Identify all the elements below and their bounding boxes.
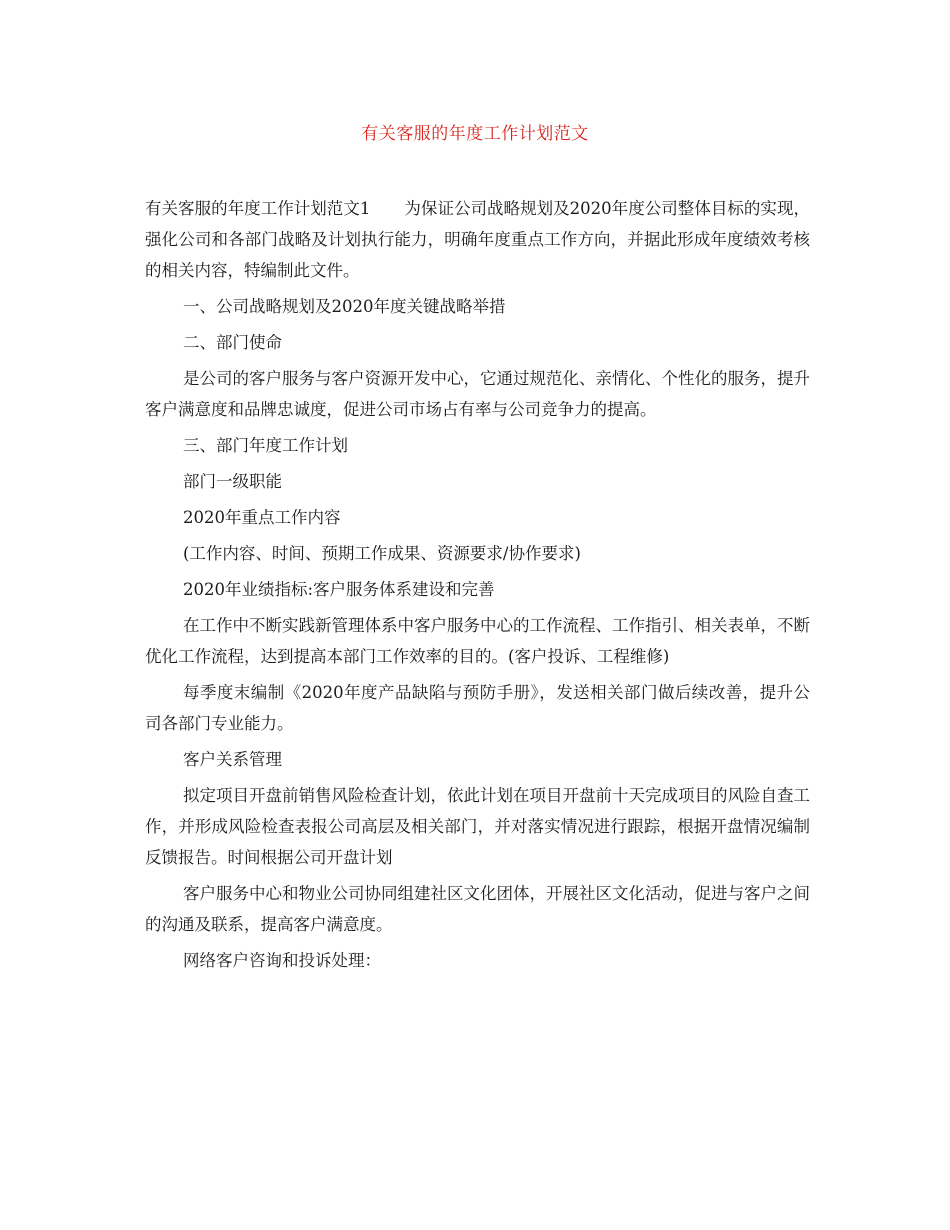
paragraph: 二、部门使命: [183, 333, 282, 352]
document-body: [145, 193, 810, 981]
paragraph: 一、公司战略规划及2020年度关键战略举措: [183, 297, 506, 316]
paragraph: 2020年重点工作内容: [183, 508, 341, 527]
paragraph: 是公司的客户服务与客户资源开发中心，它通过规范化、亲情化、个性化的服务，提升客户满意度和品牌忠诚度，促进公司市场占有率与公司竞争力的提高。: [145, 369, 810, 419]
paragraph: 客户关系管理: [183, 750, 282, 769]
paragraph: 在工作中不断实践新管理体系中客户服务中心的工作流程、工作指引、相关表单，不断优化工作流程，达到提高本部门工作效率的目的。(客户投诉、工程维修): [145, 616, 810, 666]
document-title: 有关客服的年度工作计划范文: [361, 124, 589, 144]
inline-heading: 有关客服的年度工作计划范文1: [145, 199, 371, 218]
paragraph: 2020年业绩指标:客户服务体系建设和完善: [183, 580, 495, 599]
paragraph: 三、部门年度工作计划: [183, 436, 348, 455]
paragraph: 每季度末编制《2020年度产品缺陷与预防手册》，发送相关部门做后续改善，提升公司各部门专业能力。: [145, 683, 810, 733]
intro-paragraph: [145, 193, 810, 286]
paragraph: (工作内容、时间、预期工作成果、资源要求/协作要求): [183, 544, 581, 563]
paragraph: 部门一级职能: [183, 472, 282, 491]
paragraph: 网络客户咨询和投诉处理：: [183, 951, 381, 970]
intro-text: 为保证公司战略规划及2020年度公司整体目标的实现，强化公司和各部门战略及计划执行能力，明确年度重点工作方向，并据此形成年度绩效考核的相关内容，特编制此文件。: [145, 199, 810, 280]
paragraph: 拟定项目开盘前销售风险检查计划，依此计划在项目开盘前十天完成项目的风险自查工作，并形成风险检查表报公司高层及相关部门，并对落实情况进行跟踪，根据开盘情况编制反馈报告。时间根据公司开盘计划: [145, 786, 810, 867]
paragraph: 客户服务中心和物业公司协同组建社区文化团体，开展社区文化活动，促进与客户之间的沟通及联系，提高客户满意度。: [145, 884, 810, 934]
